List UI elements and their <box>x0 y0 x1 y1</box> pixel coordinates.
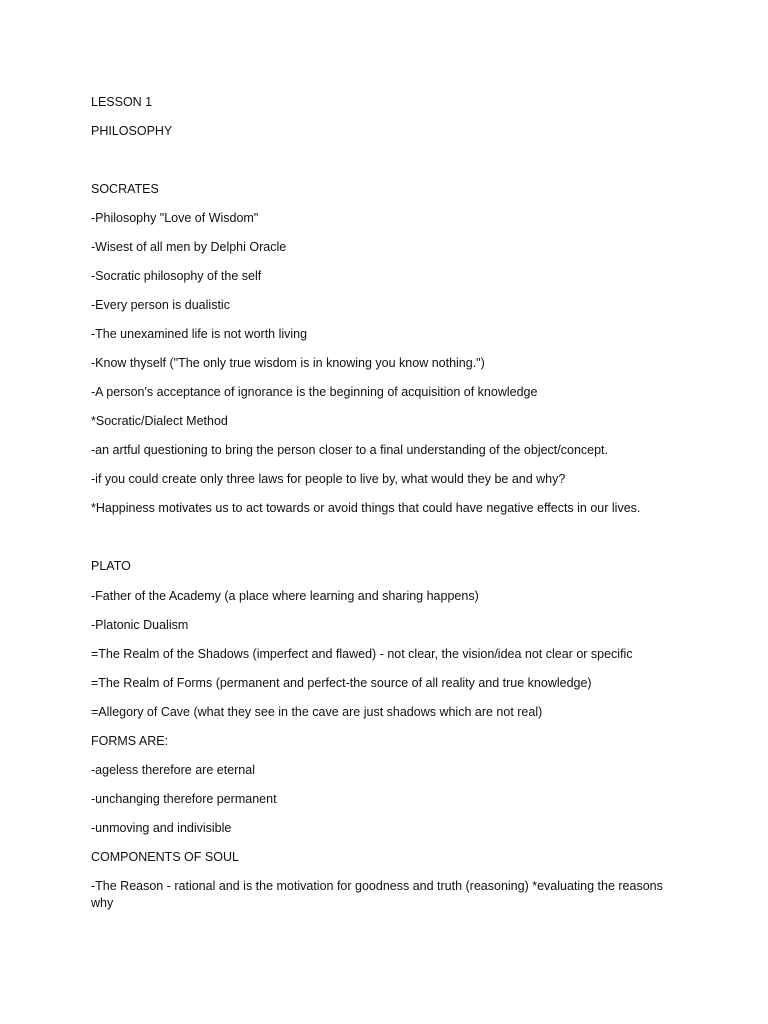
text-line: *Socratic/Dialect Method <box>91 414 228 428</box>
section-heading-plato: PLATO <box>91 559 131 573</box>
text-line: *Happiness motivates us to act towards or avoid things that could have negative effects in our lives. <box>91 501 641 515</box>
text-line: -unchanging therefore permanent <box>91 792 277 806</box>
subsection-heading-soul: COMPONENTS OF SOUL <box>91 850 239 864</box>
text-line: =The Realm of the Shadows (imperfect and flawed) - not clear, the vision/idea not clear or specific <box>91 647 633 661</box>
text-line: -Socratic philosophy of the self <box>91 269 262 283</box>
subsection-heading-forms: FORMS ARE: <box>91 734 169 748</box>
section-heading-socrates: SOCRATES <box>91 182 159 196</box>
text-line: -Wisest of all men by Delphi Oracle <box>91 240 287 254</box>
text-line: -Every person is dualistic <box>91 298 230 312</box>
text-line: -if you could create only three laws for people to live by, what would they be and why? <box>91 472 566 486</box>
subject-heading: PHILOSOPHY <box>91 124 173 138</box>
lesson-heading: LESSON 1 <box>91 95 153 109</box>
text-line: -A person's acceptance of ignorance is the beginning of acquisition of knowledge <box>91 385 538 399</box>
text-line: -Philosophy "Love of Wisdom" <box>91 211 259 225</box>
text-line: -Father of the Academy (a place where learning and sharing happens) <box>91 589 479 603</box>
text-line: =Allegory of Cave (what they see in the cave are just shadows which are not real) <box>91 705 543 719</box>
text-line: -Platonic Dualism <box>91 618 189 632</box>
text-line: -The Reason - rational and is the motivation for goodness and truth (reasoning) *evaluating the reasons why <box>91 879 663 910</box>
text-line: -unmoving and indivisible <box>91 821 232 835</box>
text-line: -The unexamined life is not worth living <box>91 327 308 341</box>
text-line: -Know thyself ("The only true wisdom is in knowing you know nothing.") <box>91 356 485 370</box>
text-line: -ageless therefore are eternal <box>91 763 255 777</box>
text-line: -an artful questioning to bring the person closer to a final understanding of the object/concept. <box>91 443 608 457</box>
text-line: =The Realm of Forms (permanent and perfect-the source of all reality and true knowledge) <box>91 676 592 690</box>
